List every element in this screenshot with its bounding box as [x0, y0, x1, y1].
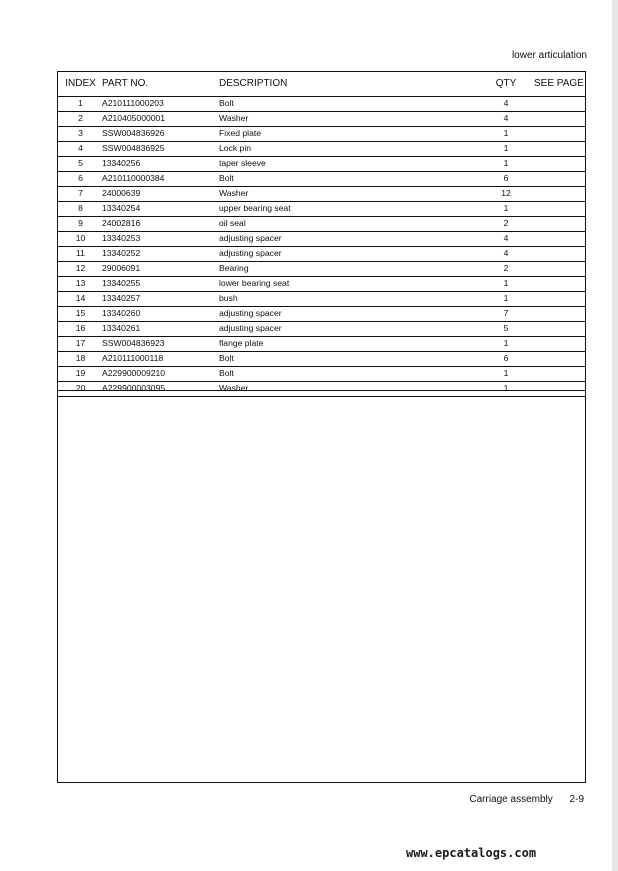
- cell-description: oil seal: [219, 218, 246, 228]
- cell-index: 17: [75, 338, 86, 348]
- table-row: [58, 217, 585, 232]
- cell-qty: 12: [501, 188, 511, 198]
- cell-qty: 6: [503, 173, 509, 183]
- cell-index: 2: [78, 113, 83, 123]
- cell-description: Bearing: [219, 263, 249, 273]
- header-part-no: PART NO.: [102, 78, 149, 89]
- cell-qty: 2: [503, 263, 509, 273]
- table-row: [58, 247, 585, 262]
- cell-part-no: SSW004836923: [102, 338, 165, 348]
- cell-description: adjusting spacer: [219, 248, 282, 258]
- parts-table: [57, 71, 586, 783]
- table-row: [58, 232, 585, 247]
- cell-qty: 2: [503, 218, 509, 228]
- cell-description: taper sleeve: [219, 158, 266, 168]
- table-row: [58, 367, 585, 382]
- cell-qty: 4: [503, 113, 509, 123]
- cell-index: 6: [78, 173, 83, 183]
- cell-qty: 1: [503, 143, 509, 153]
- cell-qty: 4: [503, 233, 509, 243]
- cell-part-no: 13340252: [102, 248, 141, 258]
- cell-qty: 1: [503, 338, 509, 348]
- cell-qty: 1: [503, 203, 509, 213]
- cell-qty: 6: [503, 353, 509, 363]
- cell-part-no: 13340254: [102, 203, 141, 213]
- cell-description: Bolt: [219, 368, 234, 378]
- header-qty: QTY: [495, 78, 517, 89]
- cell-index: 7: [78, 188, 83, 198]
- cell-description: Washer: [219, 113, 249, 123]
- cell-description: adjusting spacer: [219, 233, 282, 243]
- header-description: DESCRIPTION: [219, 78, 288, 89]
- table-row: [58, 202, 585, 217]
- cell-description: Lock pin: [219, 143, 252, 153]
- footer-page-number: 2-9: [569, 794, 584, 805]
- cell-index: 8: [78, 203, 83, 213]
- table-row: [58, 112, 585, 127]
- cell-part-no: A229900003095: [102, 383, 166, 393]
- cell-part-no: A210110000384: [102, 173, 165, 183]
- cell-qty: 7: [503, 308, 509, 318]
- table-body: [58, 97, 585, 397]
- cell-part-no: 29006091: [102, 263, 141, 273]
- page-footer: [469, 794, 584, 805]
- table-header: [58, 72, 585, 97]
- cell-description: Bolt: [219, 98, 234, 108]
- table-row: [58, 172, 585, 187]
- table-row: [58, 262, 585, 277]
- table-row: [58, 352, 585, 367]
- page-edge-shadow: [612, 0, 618, 871]
- cell-part-no: 13340255: [102, 278, 141, 288]
- cell-index: 16: [75, 323, 86, 333]
- table-row: [58, 322, 585, 337]
- section-title: lower articulation: [511, 50, 587, 61]
- table-body-bottom-rule: [58, 390, 585, 391]
- cell-part-no: 13340256: [102, 158, 141, 168]
- table-row: [58, 157, 585, 172]
- cell-description: lower bearing seat: [219, 278, 290, 288]
- cell-description: Bolt: [219, 173, 234, 183]
- cell-index: 1: [78, 98, 83, 108]
- cell-part-no: 24002816: [102, 218, 141, 228]
- cell-description: bush: [219, 293, 238, 303]
- cell-qty: 1: [503, 278, 509, 288]
- cell-index: 4: [78, 143, 83, 153]
- cell-part-no: 24000639: [102, 188, 141, 198]
- cell-index: 14: [75, 293, 86, 303]
- watermark: www.epcatalogs.com: [406, 846, 537, 860]
- cell-part-no: 13340253: [102, 233, 141, 243]
- cell-qty: 1: [503, 158, 509, 168]
- cell-part-no: 13340257: [102, 293, 141, 303]
- cell-index: 20: [75, 383, 86, 393]
- cell-index: 10: [75, 233, 86, 243]
- cell-description: Bolt: [219, 353, 234, 363]
- cell-description: Washer: [219, 383, 249, 393]
- cell-description: Fixed plate: [219, 128, 262, 138]
- table-row: [58, 307, 585, 322]
- header-index: INDEX: [65, 78, 96, 89]
- cell-qty: 4: [503, 248, 509, 258]
- cell-qty: 1: [503, 383, 509, 393]
- table-row: [58, 127, 585, 142]
- cell-description: Washer: [219, 188, 249, 198]
- table-row: [58, 187, 585, 202]
- cell-description: flange plate: [219, 338, 264, 348]
- cell-part-no: SSW004836925: [102, 143, 165, 153]
- cell-index: 9: [78, 218, 83, 228]
- cell-index: 3: [78, 128, 83, 138]
- cell-qty: 1: [503, 128, 509, 138]
- cell-part-no: 13340260: [102, 308, 141, 318]
- cell-index: 18: [75, 353, 86, 363]
- cell-qty: 1: [503, 368, 509, 378]
- cell-index: 15: [75, 308, 86, 318]
- cell-description: upper bearing seat: [219, 203, 291, 213]
- cell-part-no: A229900009210: [102, 368, 166, 378]
- cell-part-no: 13340261: [102, 323, 141, 333]
- cell-description: adjusting spacer: [219, 308, 282, 318]
- table-row: [58, 277, 585, 292]
- cell-description: adjusting spacer: [219, 323, 282, 333]
- footer-assembly-name: Carriage assembly: [469, 794, 553, 805]
- table-row: [58, 142, 585, 157]
- cell-part-no: SSW004836926: [102, 128, 165, 138]
- cell-index: 19: [75, 368, 86, 378]
- cell-index: 12: [75, 263, 86, 273]
- table-row: [58, 292, 585, 307]
- cell-part-no: A210111000203: [102, 98, 164, 108]
- header-see-page: SEE PAGE: [534, 78, 584, 89]
- cell-qty: 4: [503, 98, 509, 108]
- cell-qty: 1: [503, 293, 509, 303]
- cell-index: 11: [76, 248, 85, 258]
- cell-index: 5: [78, 158, 83, 168]
- cell-part-no: A210111000118: [102, 353, 164, 363]
- table-row: [58, 337, 585, 352]
- cell-qty: 5: [503, 323, 509, 333]
- cell-index: 13: [75, 278, 86, 288]
- cell-part-no: A210405000001: [102, 113, 166, 123]
- table-row: [58, 97, 585, 112]
